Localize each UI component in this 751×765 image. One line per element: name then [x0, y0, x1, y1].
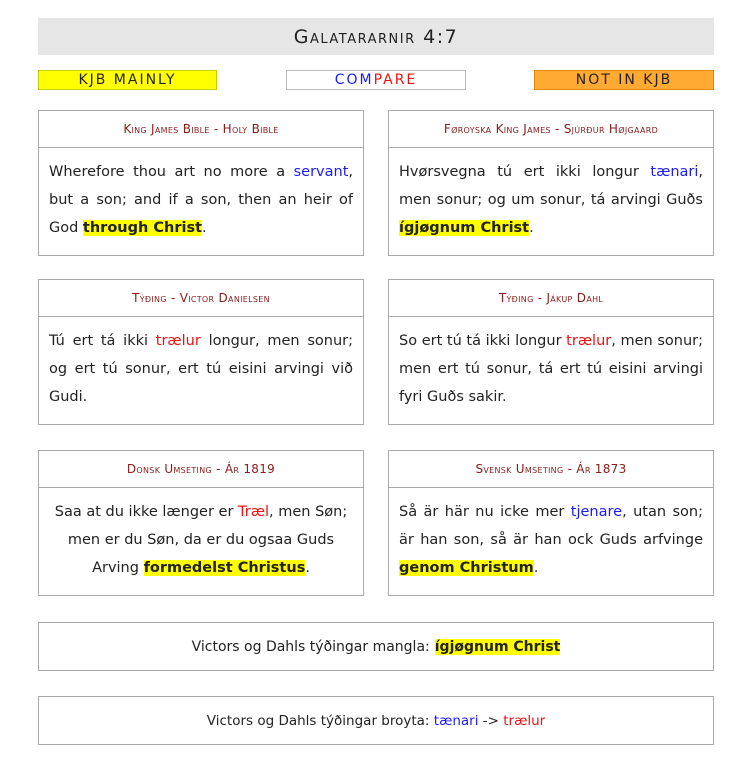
legend-not-in-kjb-label: NOT IN KJB: [575, 72, 673, 88]
card-victor-body: [39, 317, 363, 411]
verse-word-changed: trælur: [566, 333, 612, 349]
legend-compare-part1: COM: [334, 72, 374, 88]
note-missing-value: ígjøgnum Christ: [434, 638, 561, 655]
card-svensk: [388, 450, 714, 596]
verse-text: , men Søn; men er du Søn, da er du ogsaa Guds Arving: [67, 504, 348, 576]
card-foroyska-header: Føroyska King James - Sjúrður Højgaard: [389, 111, 713, 148]
verse-text: longur, men sonur; og ert tú sonur, ert tú eisini arvingi við Gudi.: [49, 333, 353, 405]
verse-text: , but a son; and if a son, then an heir of God: [49, 164, 353, 236]
page-title: Galatararnir 4:7: [293, 25, 459, 48]
card-jakup-header: Týðing - Jákup Dahl: [389, 280, 713, 317]
note-missing-label: Victors og Dahls týðingar mangla:: [191, 638, 430, 655]
legend-compare-part2: PARE: [373, 72, 418, 88]
verse-text: Hvørsvegna tú ert ikki longur: [399, 164, 651, 180]
card-svensk-header: Svensk Umseting - Ár 1873: [389, 451, 713, 488]
verse-highlight: ígjøgnum Christ: [399, 220, 530, 236]
verse-text: , men sonur; og um sonur, tá arvingi Guðs: [399, 164, 703, 208]
verse-word-compare: tjenare: [570, 504, 623, 520]
legend-compare: [286, 70, 466, 90]
legend-kjb-mainly-label: KJB MAINLY: [78, 72, 177, 88]
note-changed: [38, 696, 714, 745]
verse-highlight: formedelst Christus: [143, 560, 306, 576]
card-foroyska-body: [389, 148, 713, 242]
note-changed-to: trælur: [503, 712, 546, 729]
verse-highlight: genom Christum: [399, 560, 534, 576]
verse-text: Saa at du ikke længer er: [54, 504, 239, 520]
note-changed-arrow: ->: [478, 712, 504, 729]
card-svensk-body: [389, 488, 713, 582]
verse-word-changed: trælur: [155, 333, 201, 349]
card-jakup: [388, 279, 714, 425]
verse-text: Tú ert tá ikki: [49, 333, 156, 349]
verse-text: .: [202, 220, 207, 236]
verse-word-compare: tænari: [650, 164, 699, 180]
page-title-bar: [38, 18, 714, 55]
verse-text: So ert tú tá ikki longur: [399, 333, 567, 349]
legend-not-in-kjb: [534, 70, 714, 90]
verse-text: .: [305, 560, 310, 576]
card-donsk-header: Donsk Umseting - Ár 1819: [39, 451, 363, 488]
verse-text: .: [529, 220, 534, 236]
verse-text: , men sonur; men ert tú sonur, tá ert tú eisini arvingi fyri Guðs sakir.: [399, 333, 704, 405]
note-missing: [38, 622, 714, 671]
verse-highlight: through Christ: [82, 220, 203, 236]
verse-text: Wherefore thou art no more a: [49, 164, 294, 180]
card-jakup-body: [389, 317, 713, 411]
card-kjb-header: King James Bible - Holy Bible: [39, 111, 363, 148]
verse-word-changed: Træl: [238, 504, 269, 520]
note-changed-label: Victors og Dahls týðingar broyta:: [206, 712, 430, 729]
note-changed-from: tænari: [433, 712, 479, 729]
card-victor-header: Týðing - Victor Danielsen: [39, 280, 363, 317]
verse-text: , utan son; är han son, så är han ock Guds arfvinge: [399, 504, 703, 548]
legend-kjb-mainly: [38, 70, 217, 90]
card-kjb-body: [39, 148, 363, 242]
card-donsk: [38, 450, 364, 596]
verse-text: .: [533, 560, 539, 576]
card-donsk-body: [39, 488, 363, 582]
card-kjb: [38, 110, 364, 256]
verse-word-compare: servant: [293, 164, 349, 180]
verse-text: Så är här nu icke mer: [399, 504, 571, 520]
card-foroyska: [388, 110, 714, 256]
card-victor: [38, 279, 364, 425]
